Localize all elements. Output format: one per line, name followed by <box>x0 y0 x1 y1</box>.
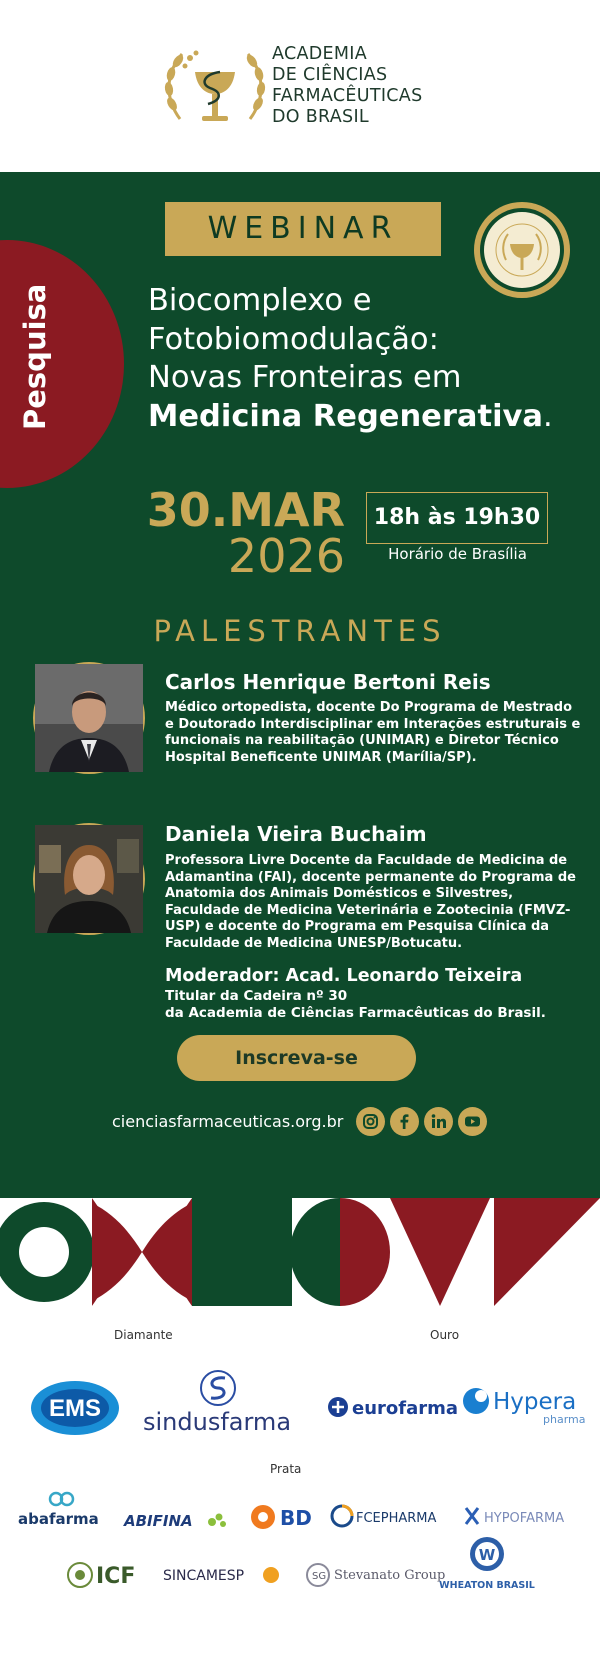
event-date-year: 2026 <box>227 529 345 583</box>
title-line: Novas Fronteiras em <box>148 360 462 395</box>
event-time: 18h às 19h30 <box>366 492 548 544</box>
speaker-photo <box>33 662 145 774</box>
website-link[interactable]: cienciasfarmaceuticas.org.br <box>112 1112 344 1131</box>
speaker-bio: Médico ortopedista, docente Do Programa de Mestrado e Doutorado Interdisciplinar em Interações estruturais e funcionais na reabilitação (UNIMAR) e Diretor Técnico Hospital Beneficente UNIMAR (Marília/SP). <box>165 700 581 765</box>
svg-text:W: W <box>478 1546 496 1564</box>
hypera-pharma-text: pharma <box>543 1413 586 1426</box>
speaker-bio: Professora Livre Docente da Faculdade de Medicina de Adamantina (FAI), docente permanente do Programa de Anatomia dos Animais Domésticos e Silvestres, Faculdade de Medicina Veterinária e Zootecinia (FMVZ-USP) e docente do Programa em Pesquisa Clínica da Faculdade de Medicina UNESP/Botucatu. <box>165 853 576 951</box>
title-emphasis: Medicina Regenerativa <box>148 398 543 434</box>
academy-logo-text <box>272 44 423 128</box>
speaker-name: Carlos Henrique Bertoni Reis <box>165 670 491 694</box>
icf-logo <box>66 1560 150 1590</box>
bd-logo-text: BD <box>280 1506 312 1530</box>
sponsor-tier-ouro: Ouro <box>430 1328 460 1342</box>
hypera-logo <box>461 1384 586 1426</box>
hypofarma-logo <box>462 1502 576 1532</box>
speaker-photo <box>33 823 145 935</box>
eurofarma-logo <box>326 1392 459 1422</box>
linkedin-icon[interactable] <box>424 1107 453 1136</box>
logo-line: FARMACÊUTICAS <box>272 86 423 106</box>
event-timezone: Horário de Brasília <box>388 545 527 563</box>
sindusfarma-logo <box>143 1370 293 1440</box>
moderator-title: Moderador: Acad. Leonardo Teixeira <box>165 966 523 986</box>
title-period: . <box>542 398 553 434</box>
eurofarma-logo-text: eurofarma <box>352 1398 459 1419</box>
logo-line: DE CIÊNCIAS <box>272 65 388 85</box>
moderator-detail: da Academia de Ciências Farmacêuticas do Brasil. <box>165 1005 546 1021</box>
youtube-icon[interactable] <box>458 1107 487 1136</box>
abifina-logo-text: ABIFINA <box>124 1512 193 1530</box>
svg-text:SG: SG <box>312 1571 327 1582</box>
sincamesp-logo-text: SINCAMESP <box>163 1568 245 1584</box>
stevanato-logo-text: Stevanato Group <box>334 1568 446 1583</box>
speaker-name: Daniela Vieira Buchaim <box>165 822 427 846</box>
hypera-logo-text: Hypera <box>493 1389 577 1415</box>
title-line: Biocomplexo e <box>148 283 372 318</box>
category-label: Pesquisa <box>18 283 52 430</box>
ems-logo-text: EMS <box>48 1395 102 1422</box>
instagram-icon[interactable] <box>356 1107 385 1136</box>
person-photo-icon <box>35 825 143 933</box>
speakers-heading: PALESTRANTES <box>153 614 447 648</box>
wheaton-logo-text: WHEATON BRASIL <box>439 1580 535 1591</box>
wheaton-logo <box>439 1536 535 1594</box>
abafarma-logo <box>16 1490 108 1530</box>
title-line <box>148 398 588 437</box>
sincamesp-logo <box>163 1562 281 1588</box>
signup-button[interactable]: Inscreva-se <box>177 1035 416 1081</box>
fcepharma-logo-text: FCEPHARMA <box>356 1511 437 1526</box>
webinar-title <box>148 282 588 436</box>
person-photo-icon <box>35 664 143 772</box>
academy-emblem-icon <box>160 44 270 130</box>
title-line: Fotobiomodulação: <box>148 321 439 357</box>
logo-line: DO BRASIL <box>272 107 369 127</box>
decorative-pattern <box>0 1198 600 1306</box>
sponsor-tier-diamante: Diamante <box>114 1328 173 1342</box>
webinar-label: WEBINAR <box>165 202 441 256</box>
sindusfarma-logo-text: sindusfarma <box>143 1408 292 1436</box>
logo-line: ACADEMIA <box>272 44 368 64</box>
sponsor-tier-prata: Prata <box>270 1462 302 1476</box>
ems-logo <box>30 1380 120 1436</box>
stevanato-logo <box>306 1560 446 1590</box>
icf-logo-text: ICF <box>96 1564 136 1589</box>
moderator-detail: Titular da Cadeira nº 30 <box>165 988 348 1004</box>
hypofarma-logo-text: HYPOFARMA <box>484 1511 565 1526</box>
fcepharma-logo <box>330 1502 442 1534</box>
bd-logo <box>250 1502 316 1532</box>
abafarma-logo-text: abafarma <box>18 1510 99 1528</box>
facebook-icon[interactable] <box>390 1107 419 1136</box>
event-date-day: 30.MAR <box>146 483 345 537</box>
abifina-logo <box>124 1508 230 1532</box>
